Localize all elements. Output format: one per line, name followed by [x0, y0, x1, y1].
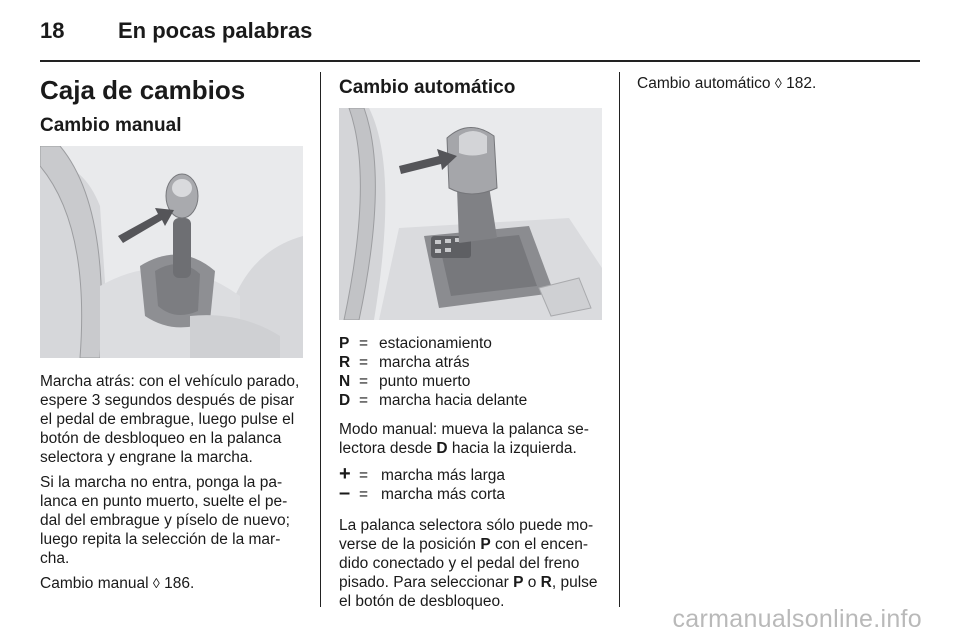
- list-item: – = marcha más corta: [339, 482, 506, 504]
- page-header: [40, 18, 920, 58]
- column-divider-2: [619, 72, 620, 607]
- list-item: D = marcha hacia delante: [339, 392, 528, 409]
- manual-reference: Cambio manual ◊ 186.: [40, 575, 195, 592]
- manual-modes-list: [339, 463, 604, 504]
- subsection-title-manual: Cambio manual: [40, 115, 182, 136]
- plus-icon: +: [339, 463, 351, 485]
- page-reference-icon: ◊: [152, 575, 160, 591]
- manual-mode-paragraph: Modo manual: mueva la palanca se- lectora desde D hacia la izquierda.: [339, 421, 589, 457]
- section-title: Caja de cambios: [40, 75, 246, 105]
- selector-lever-paragraph: La palanca selectora sólo puede mo- verse de la posición P con el encen- dido conectado y el pedal del freno pisado. Para seleccionar P o R, pulse el botón de desbloqueo.: [339, 517, 598, 610]
- header-rule: [40, 60, 920, 62]
- gear-positions-list: [339, 334, 604, 410]
- automatic-reference: Cambio automático ◊ 182.: [637, 75, 817, 92]
- page-reference-icon: ◊: [774, 75, 782, 91]
- column-manual: [40, 74, 305, 599]
- page-number: 18: [40, 18, 65, 43]
- running-title: En pocas palabras: [118, 18, 313, 43]
- list-item: P = estacionamiento: [339, 335, 492, 352]
- list-item: + = marcha más larga: [339, 463, 506, 485]
- column-automatic: [339, 74, 604, 617]
- column-references: [637, 74, 917, 99]
- minus-icon: –: [339, 482, 351, 504]
- reverse-gear-paragraph: Marcha atrás: con el vehículo parado, espere 3 segundos después de pisar el pedal de embrague, luego pulse el botón de desbloqueo en la palanca selectora y engrane la marcha.: [40, 373, 300, 466]
- automatic-gear-lever-image: [339, 108, 602, 320]
- list-item: N = punto muerto: [339, 373, 471, 390]
- subsection-title-automatic: Cambio automático: [339, 77, 516, 98]
- list-item: R = marcha atrás: [339, 354, 470, 371]
- manual-gear-lever-image: [40, 146, 303, 358]
- column-divider-1: [320, 72, 321, 607]
- gear-not-engaging-paragraph: Si la marcha no entra, ponga la pa- lanca en punto muerto, suelte el pe- dal del embrague y píselo de nuevo; luego repita la selección de la mar- cha.: [40, 474, 290, 567]
- watermark: carmanualsonline.info: [672, 605, 922, 633]
